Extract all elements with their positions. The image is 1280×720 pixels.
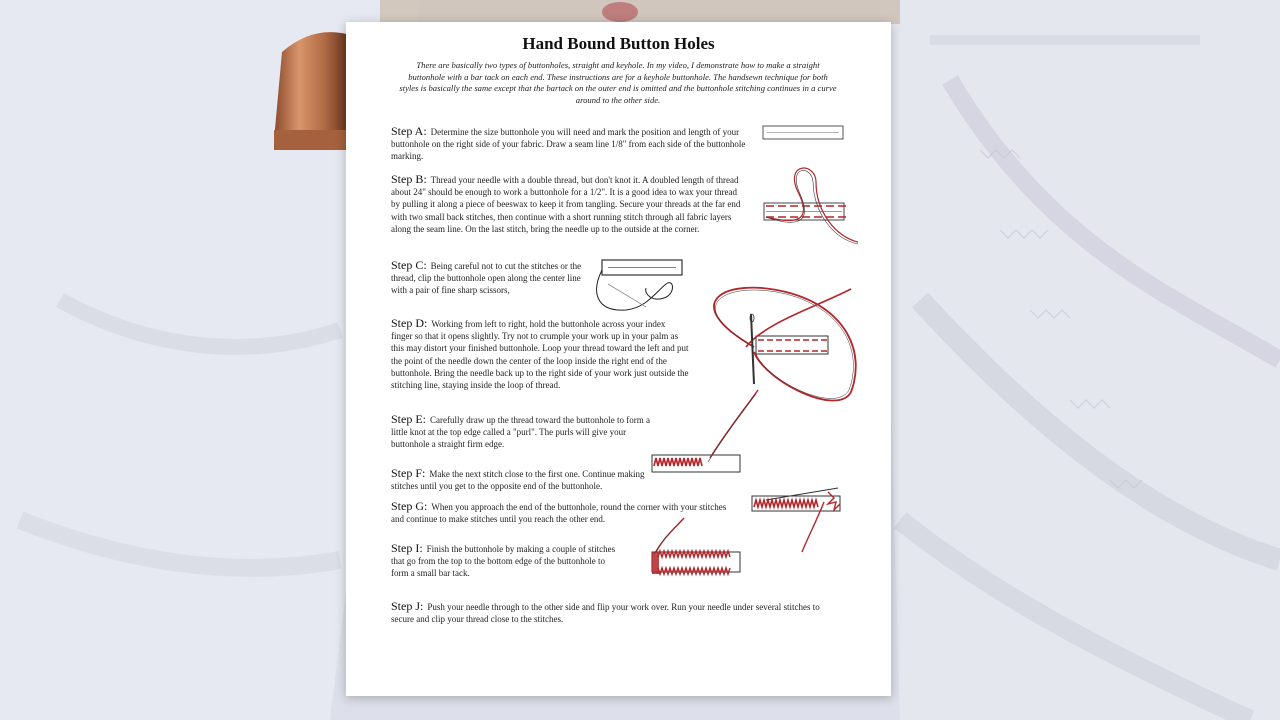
step-label: Step A: bbox=[391, 124, 427, 138]
step-label: Step E: bbox=[391, 412, 426, 426]
step-label: Step G: bbox=[391, 499, 428, 513]
step-label: Step D: bbox=[391, 316, 428, 330]
intro-paragraph: There are basically two types of buttonholes, straight and keyhole. In my video, I demonstrate how to make a straight buttonhole with a bar tack on each end. These instructions are for a keyhole buttonhole. The handsewn technique for both styles is basically the same except that the bartack on the outer end is omitted and the buttonhole stitching continues in a curve around to the other side. bbox=[399, 60, 837, 105]
illustration-step-b bbox=[764, 168, 858, 244]
step-label: Step C: bbox=[391, 258, 427, 272]
illustration-step-c bbox=[597, 260, 682, 310]
step-label: Step I: bbox=[391, 541, 423, 555]
step-text: Working from left to right, hold the buttonhole across your index finger so that it opens slightly. Try not to crumple your work up in your palm as this may distort your finished buttonhole. Loop your thread toward the left and put the point of the needle down the center of the loop inside the right end of the buttonhole. Bring the needle back up to the right side of your work just outside the stitching line, staying inside the loop of thread. bbox=[391, 319, 689, 391]
illustrations bbox=[346, 22, 891, 696]
step-text: Determine the size buttonhole you will need and mark the position and length of your buttonhole on the right side of your fabric. Draw a seam line 1/8" from each side of the buttonhole marking. bbox=[391, 127, 746, 162]
instruction-sheet bbox=[346, 22, 891, 696]
illustration-step-d bbox=[714, 288, 856, 401]
page-title: Hand Bound Button Holes bbox=[522, 34, 715, 53]
illustration-step-g bbox=[752, 488, 840, 552]
illustration-step-a bbox=[763, 126, 843, 139]
thimble-image bbox=[274, 32, 346, 150]
step-text: Make the next stitch close to the first one. Continue making stitches until you get to the opposite end of the buttonhole. bbox=[391, 469, 645, 492]
step-text: Finish the buttonhole by making a couple of stitches that go from the top to the bottom edge of the buttonhole to form a small bar tack. bbox=[391, 544, 616, 579]
illustration-step-i bbox=[652, 518, 740, 574]
step-text: Push your needle through to the other side and flip your work over. Run your needle under several stitches to secure and clip your thread close to the stitches. bbox=[391, 602, 820, 625]
step-label: Step F: bbox=[391, 466, 426, 480]
step-text: Carefully draw up the thread toward the buttonhole to form a little knot at the top edge called a "purl". The purls will give your buttonhole a straight firm edge. bbox=[391, 415, 650, 450]
illustration-step-e bbox=[652, 390, 758, 472]
step-text: Thread your needle with a double thread, but don't knot it. A doubled length of thread about 24" should be enough to work a buttonhole for a 1/2". It is a good idea to wax your thread by pulling it along a piece of beeswax to keep it from tangling. Secure your threads at the far end with two small back stitches, then continue with a short running stitch through all fabric layers along the seam line. On the last stitch, bring the needle up to the outside at the corner. bbox=[391, 175, 741, 234]
step-label: Step B: bbox=[391, 172, 427, 186]
step-label: Step J: bbox=[391, 599, 424, 613]
step-text: When you approach the end of the buttonhole, round the corner with your stitches and continue to make stitches until you reach the other end. bbox=[391, 502, 727, 525]
step-text: Being careful not to cut the stitches or the thread, clip the buttonhole open along the center line with a pair of fine sharp scissors, bbox=[391, 261, 582, 296]
